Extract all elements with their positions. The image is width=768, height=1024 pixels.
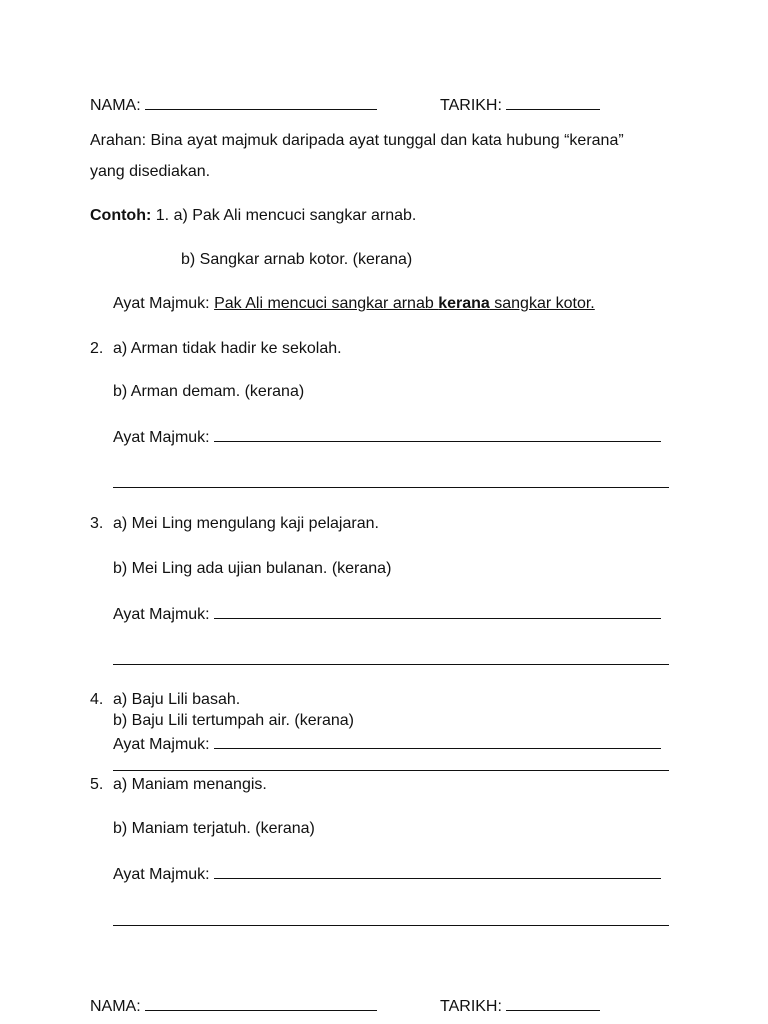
example-a: a) Pak Ali mencuci sangkar arnab. [173, 207, 417, 224]
answer-line [113, 863, 661, 885]
instructions-line2: yang disediakan. [90, 163, 211, 180]
example-answer [113, 294, 595, 314]
answer-line [113, 603, 661, 625]
date-label: TARIKH: [440, 97, 502, 114]
question-a: a) Maniam menangis. [113, 776, 267, 793]
answer-blank[interactable] [214, 863, 661, 879]
answer-blank-continuation[interactable] [113, 487, 669, 488]
answer-label: Ayat Majmuk: [113, 429, 210, 446]
answer-label: Ayat Majmuk: [113, 736, 210, 753]
answer-label: Ayat Majmuk: [113, 606, 210, 623]
question-number: 2. [90, 340, 104, 357]
name-label: NAMA: [90, 97, 141, 114]
footer-name-field [90, 995, 377, 1017]
example-answer-part1: Pak Ali mencuci sangkar arnab [214, 295, 439, 312]
answer-blank-continuation[interactable] [113, 770, 669, 771]
answer-blank[interactable] [214, 603, 661, 619]
question-number: 4. [90, 691, 104, 708]
question-a: a) Baju Lili basah. [113, 691, 241, 708]
answer-blank[interactable] [214, 733, 661, 749]
example-line-a [90, 206, 416, 226]
answer-blank-continuation[interactable] [113, 925, 669, 926]
question-a: a) Arman tidak hadir ke sekolah. [113, 340, 342, 357]
question-a: a) Mei Ling mengulang kaji pelajaran. [113, 515, 379, 532]
example-number: 1. [155, 207, 170, 224]
footer-name-label: NAMA: [90, 998, 141, 1015]
question-b: b) Mei Ling ada ujian bulanan. (kerana) [113, 560, 392, 577]
footer-date-blank[interactable] [506, 995, 600, 1011]
date-field [440, 94, 600, 116]
name-blank[interactable] [145, 94, 377, 110]
example-answer-text [214, 295, 595, 312]
answer-blank-continuation[interactable] [113, 664, 669, 665]
question-b: b) Baju Lili tertumpah air. (kerana) [113, 712, 354, 729]
instructions-line1: Arahan: Bina ayat majmuk daripada ayat tunggal dan kata hubung “kerana” [90, 132, 624, 149]
answer-line [113, 426, 661, 448]
example-b: b) Sangkar arnab kotor. (kerana) [181, 251, 413, 268]
example-label: Contoh: [90, 207, 152, 224]
footer-name-blank[interactable] [145, 995, 377, 1011]
answer-blank[interactable] [214, 426, 661, 442]
name-field [90, 94, 377, 116]
date-blank[interactable] [506, 94, 600, 110]
question-b: b) Maniam terjatuh. (kerana) [113, 820, 315, 837]
example-answer-label: Ayat Majmuk: [113, 295, 210, 312]
answer-line [113, 733, 661, 755]
example-answer-conjunction: kerana [438, 295, 490, 312]
question-number: 5. [90, 776, 104, 793]
answer-label: Ayat Majmuk: [113, 866, 210, 883]
question-b: b) Arman demam. (kerana) [113, 383, 305, 400]
footer-date-label: TARIKH: [440, 998, 502, 1015]
question-number: 3. [90, 515, 104, 532]
example-answer-part2: sangkar kotor. [489, 295, 595, 312]
footer-date-field [440, 995, 600, 1017]
